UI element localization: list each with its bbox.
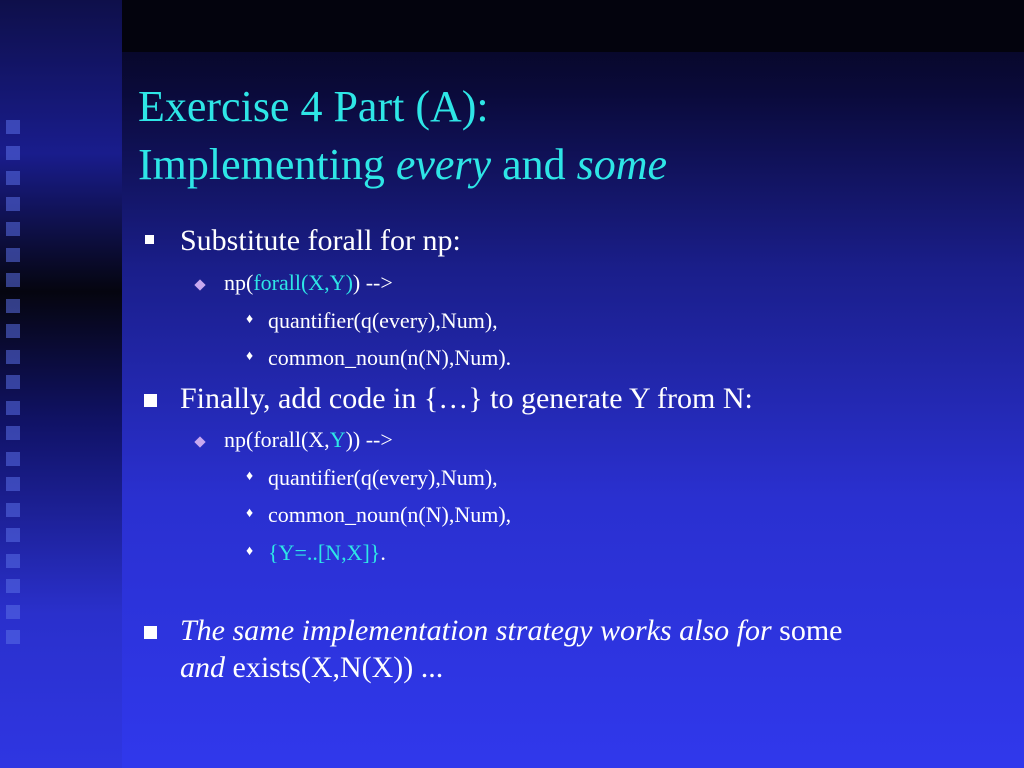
square-bullet-icon [144, 626, 157, 639]
bullet-1-common-noun: common_noun(n(N),Num). [268, 345, 512, 370]
small-diamond-bullet-icon: ♦ [246, 349, 254, 364]
bullet-2-common-noun: common_noun(n(N),Num), [268, 502, 512, 527]
title-line-1: Exercise 4 Part (A): [138, 82, 489, 131]
bullet-2: Finally, add code in {…} to generate Y from N: [180, 382, 753, 415]
bullet-1-sub: np(forall(X,Y)) --> [224, 270, 393, 295]
square-bullet-icon [144, 394, 157, 407]
small-diamond-bullet-icon: ♦ [246, 544, 254, 559]
square-bullet-icon [145, 235, 154, 244]
small-diamond-bullet-icon: ♦ [246, 469, 254, 484]
bullet-2-sub: np(forall(X,Y)) --> [224, 427, 393, 452]
bullet-2-quantifier: quantifier(q(every),Num), [268, 465, 498, 490]
bullet-1-quantifier: quantifier(q(every),Num), [268, 308, 498, 333]
small-diamond-bullet-icon: ♦ [246, 312, 254, 327]
diamond-bullet-icon [194, 436, 205, 447]
diamond-bullet-icon [194, 279, 205, 290]
small-diamond-bullet-icon: ♦ [246, 506, 254, 521]
title-line-2: Implementing every and some [138, 140, 668, 189]
bullet-3-line-2: and exists(X,N(X)) ... [180, 651, 444, 684]
bullet-3-line-1: The same implementation strategy works also for some [180, 614, 843, 647]
bullet-2-code: {Y=..[N,X]}. [268, 540, 386, 565]
bullet-1: Substitute forall for np: [180, 224, 461, 257]
